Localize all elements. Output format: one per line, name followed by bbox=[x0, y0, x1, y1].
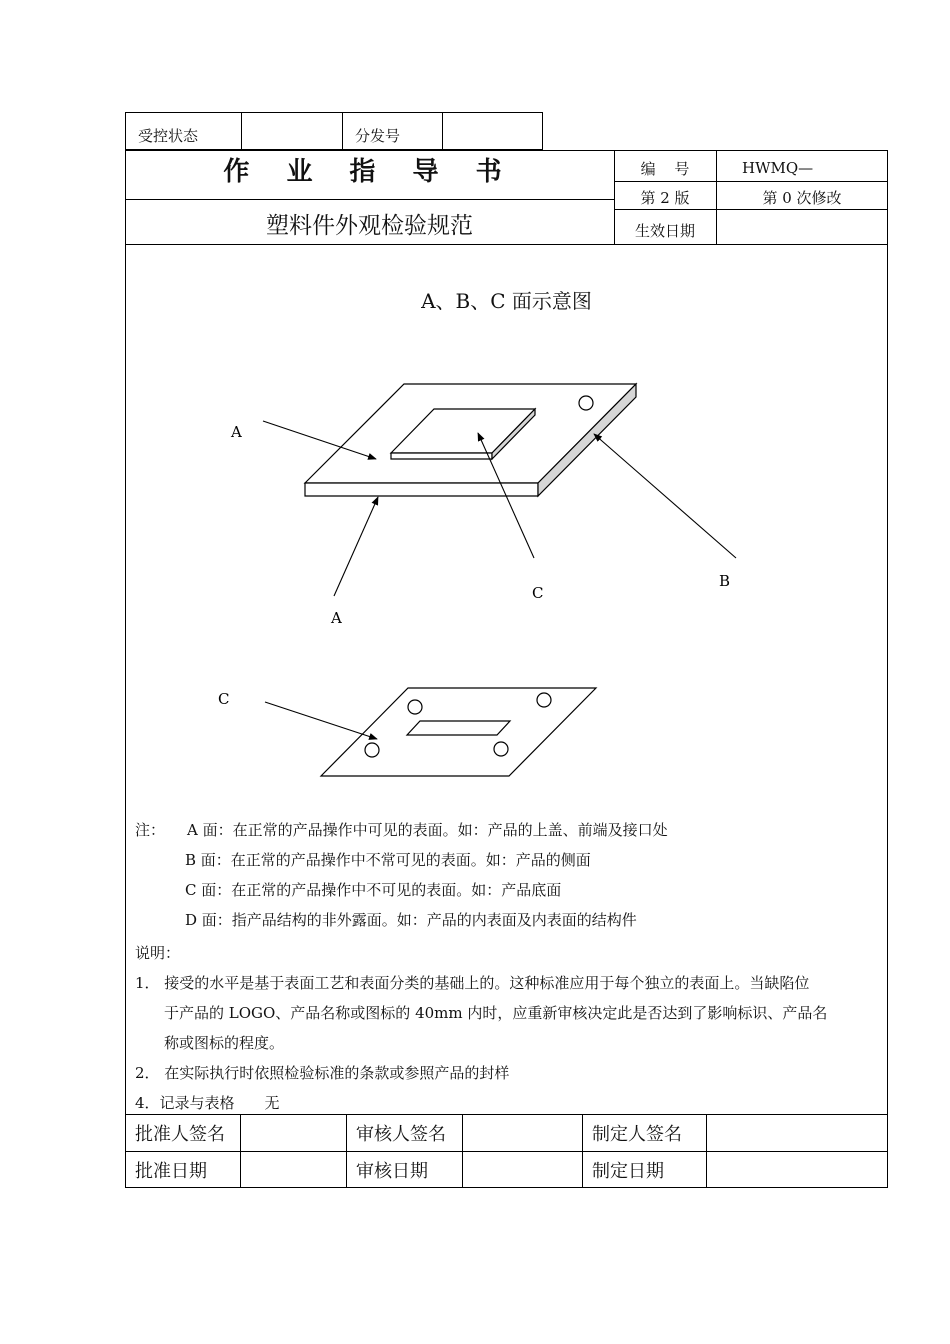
number-label: 编 号 bbox=[640, 159, 690, 178]
figure-title: A、B、C 面示意图 bbox=[421, 288, 592, 313]
distribution-no-label: 分发号 bbox=[355, 126, 401, 145]
notes-block bbox=[135, 815, 668, 935]
review-date-label: 审核日期 bbox=[356, 1161, 428, 1182]
explanation-item2: 2． 在实际执行时依照检验标准的条款或参照产品的封样 bbox=[135, 1064, 510, 1082]
label-a-bottom: A bbox=[331, 609, 342, 627]
doc-type-title: 作 业 指 导 书 bbox=[223, 156, 516, 187]
effective-date-label: 生效日期 bbox=[634, 221, 695, 240]
note-c: C 面：在正常的产品操作中不可见的表面。如：产品底面 bbox=[185, 881, 562, 899]
reviewer-sign-label: 审核人签名 bbox=[356, 1123, 446, 1145]
approve-date-label: 批准日期 bbox=[135, 1161, 207, 1182]
edition: 第 2 版 bbox=[640, 188, 690, 207]
explanation-item1-line3: 称或图标的程度。 bbox=[164, 1034, 285, 1052]
maker-sign-label: 制定人签名 bbox=[592, 1123, 682, 1145]
note-b: B 面：在正常的产品操作中不常可见的表面。如：产品的侧面 bbox=[185, 851, 591, 869]
explanation-item1-line1: 1． 接受的水平是基于表面工艺和表面分类的基础上的。这种标准应用于每个独立的表面上。当缺陷位 bbox=[135, 974, 810, 992]
revision: 第 0 次修改 bbox=[762, 188, 842, 207]
explanation-item4: 4．记录与表格 无 bbox=[135, 1094, 280, 1112]
make-date-label: 制定日期 bbox=[592, 1161, 664, 1182]
note-prefix: 注： bbox=[135, 821, 166, 839]
explanation-block bbox=[135, 938, 885, 1118]
label-c: C bbox=[532, 584, 544, 602]
top-plate bbox=[305, 384, 636, 496]
label-a-top: A bbox=[231, 423, 242, 441]
label-b: B bbox=[719, 572, 731, 590]
doc-title: 塑料件外观检验规范 bbox=[266, 212, 473, 239]
label-c-bottom: C bbox=[218, 690, 230, 708]
approver-sign-label: 批准人签名 bbox=[135, 1123, 225, 1145]
note-a: A 面：在正常的产品操作中可见的表面。如：产品的上盖、前端及接口处 bbox=[187, 821, 668, 839]
note-d: D 面：指产品结构的非外露面。如：产品的内表面及内表面的结构件 bbox=[185, 911, 637, 929]
note-line-a bbox=[135, 815, 668, 845]
bottom-plate bbox=[321, 688, 596, 776]
control-status-label: 受控状态 bbox=[138, 126, 199, 145]
arrow-bottom-c bbox=[265, 702, 377, 739]
number-value: HWMQ— bbox=[742, 159, 814, 177]
explanation-heading: 说明： bbox=[135, 944, 181, 962]
explanation-item1-line2: 于产品的 LOGO、产品名称或图标的 40mm 内时，应重新审核决定此是否达到了影响标识、产品名 bbox=[164, 1004, 828, 1022]
